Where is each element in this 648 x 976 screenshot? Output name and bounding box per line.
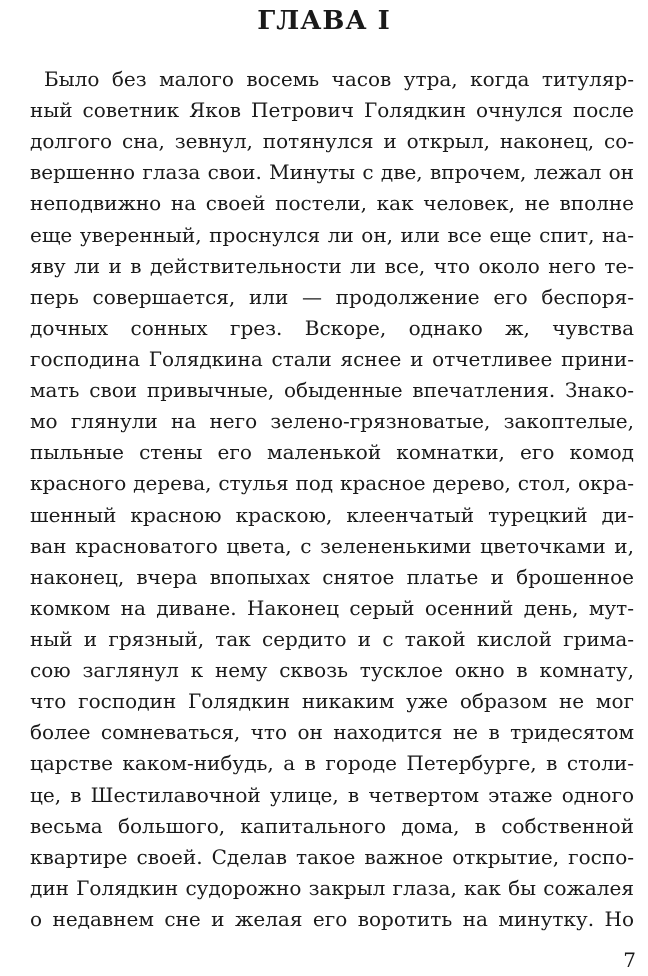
body-text bbox=[30, 64, 634, 935]
text-line: наконец, вчера впопыхах снятое платье и брошенное bbox=[30, 564, 634, 589]
page-number: 7 bbox=[623, 948, 636, 972]
text-line: царстве каком-нибудь, а в городе Петербурге, в столи- bbox=[30, 751, 634, 776]
text-line: сою заглянул к нему сквозь тусклое окно в комнату, bbox=[30, 658, 634, 683]
text-line: неподвижно на своей постели, как человек, не вполне bbox=[30, 191, 634, 216]
text-line: о недавнем сне и желая его воротить на минутку. Но bbox=[30, 906, 634, 931]
text-line: долгого сна, зевнул, потянулся и открыл, наконец, со- bbox=[30, 129, 634, 154]
text-line: Было без малого восемь часов утра, когда титуляр- bbox=[44, 67, 634, 91]
text-line: господина Голядкина стали яснее и отчетливее прини- bbox=[30, 346, 634, 371]
text-line: комком на диване. Наконец серый осенний день, мут- bbox=[30, 595, 634, 620]
chapter-title: ГЛАВА I bbox=[257, 6, 391, 36]
text-line: шенный красною краскою, клеенчатый турецкий ди- bbox=[30, 502, 634, 527]
text-line: яву ли и в действительности ли все, что около него те- bbox=[30, 253, 634, 278]
text-line: дин Голядкин судорожно закрыл глаза, как бы сожалея bbox=[30, 875, 634, 900]
text-line: мо глянули на него зелено-грязноватые, закоптелые, bbox=[30, 409, 634, 434]
text-line: ный и грязный, так сердито и с такой кислой грима- bbox=[30, 626, 634, 651]
text-line: что господин Голядкин никаким уже образом не мог bbox=[30, 689, 634, 714]
text-line: квартире своей. Сделав такое важное открытие, госпо- bbox=[30, 844, 634, 869]
text-line: ный советник Яков Петрович Голядкин очнулся после bbox=[30, 98, 634, 123]
text-line: еще уверенный, проснулся ли он, или все еще спит, на- bbox=[30, 222, 634, 247]
text-line: перь совершается, или — продолжение его беспоря- bbox=[30, 284, 634, 309]
text-line: красного дерева, стулья под красное дерево, стол, окра- bbox=[30, 471, 634, 496]
text-line: вершенно глаза свои. Минуты с две, впрочем, лежал он bbox=[30, 160, 634, 185]
text-line: весьма большого, капитального дома, в собственной bbox=[30, 813, 634, 838]
text-line: дочных сонных грез. Вскоре, однако ж, чувства bbox=[30, 315, 634, 340]
text-line: ван красноватого цвета, с зелененькими цветочками и, bbox=[30, 533, 634, 558]
text-line: пыльные стены его маленькой комнатки, его комод bbox=[30, 440, 634, 465]
text-line: це, в Шестилавочной улице, в четвертом этаже одного bbox=[30, 782, 634, 807]
text-line: мать свои привычные, обыденные впечатления. Знако- bbox=[30, 378, 634, 403]
text-line: более сомневаться, что он находится не в тридесятом bbox=[30, 720, 634, 745]
